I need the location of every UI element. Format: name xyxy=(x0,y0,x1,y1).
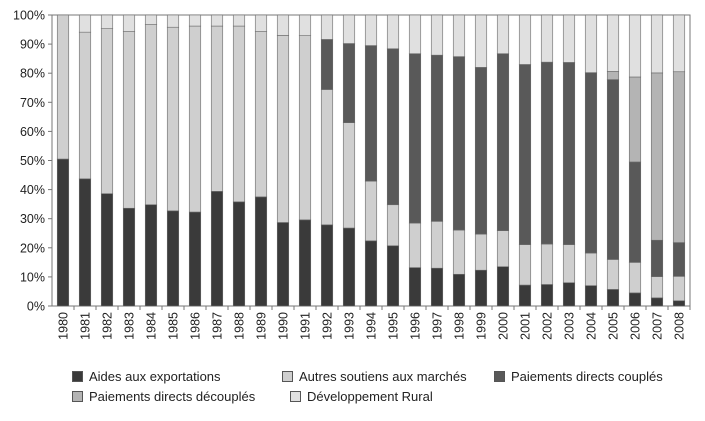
bar-segment-3 xyxy=(651,73,663,240)
legend-swatch xyxy=(282,371,293,382)
bar-segment-1 xyxy=(497,231,509,267)
bar-segment-1 xyxy=(365,181,377,241)
bar-segment-2 xyxy=(673,243,685,277)
bar-segment-1 xyxy=(387,205,399,246)
bar-segment-4 xyxy=(629,15,641,77)
bar-segment-2 xyxy=(585,73,597,253)
legend-item-developpement-rural xyxy=(290,389,433,404)
bar-segment-1 xyxy=(475,234,487,270)
bar-segment-0 xyxy=(79,179,91,306)
bar-segment-1 xyxy=(277,35,289,222)
bar-segment-1 xyxy=(145,25,157,205)
y-tick-label: 70% xyxy=(19,95,45,110)
x-tick-label: 2002 xyxy=(540,312,555,340)
y-tick-label: 20% xyxy=(19,241,45,256)
bar-segment-0 xyxy=(255,197,267,306)
legend-label: Paiements directs découplés xyxy=(89,388,256,404)
bar-segment-0 xyxy=(365,241,377,306)
legend-item-autres-soutiens xyxy=(282,369,494,384)
bar-segment-0 xyxy=(519,285,531,306)
bar-segment-2 xyxy=(607,80,619,260)
bar-segment-4 xyxy=(123,15,135,32)
x-tick-label: 2008 xyxy=(672,312,687,340)
bar-segment-2 xyxy=(387,49,399,205)
y-tick-label: 50% xyxy=(19,154,45,168)
bar-segment-2 xyxy=(321,39,333,89)
x-tick-label: 1996 xyxy=(408,312,423,340)
bar-segment-2 xyxy=(629,162,641,262)
legend-swatch xyxy=(72,371,83,382)
bar-segment-4 xyxy=(497,15,509,54)
bar-segment-4 xyxy=(541,15,553,62)
bar-segment-1 xyxy=(409,223,421,268)
bar-segment-4 xyxy=(277,15,289,35)
bar-segment-0 xyxy=(123,208,135,306)
bar-segment-1 xyxy=(629,262,641,293)
bar-segment-0 xyxy=(673,301,685,306)
bar-segment-0 xyxy=(387,246,399,306)
x-tick-label: 2004 xyxy=(584,312,599,340)
bar-segment-4 xyxy=(255,15,267,32)
bar-segment-4 xyxy=(299,15,311,36)
bar-segment-0 xyxy=(321,225,333,306)
legend-label: Développement Rural xyxy=(307,388,433,404)
bar-segment-0 xyxy=(541,284,553,306)
bar-segment-1 xyxy=(607,259,619,289)
bar-segment-0 xyxy=(629,293,641,306)
bar-segment-0 xyxy=(299,220,311,306)
bar-segment-1 xyxy=(167,27,179,211)
x-tick-label: 1999 xyxy=(474,312,489,340)
bar-segment-0 xyxy=(475,270,487,306)
x-tick-label: 2005 xyxy=(606,312,621,340)
bar-segment-1 xyxy=(585,253,597,286)
bar-segment-1 xyxy=(299,36,311,220)
bar-segment-4 xyxy=(409,15,421,54)
bar-segment-0 xyxy=(409,268,421,306)
bar-segment-0 xyxy=(607,289,619,306)
y-tick-label: 60% xyxy=(19,124,45,139)
bar-segment-2 xyxy=(563,62,575,244)
y-tick-label: 100% xyxy=(13,8,45,23)
bar-segment-2 xyxy=(651,240,663,276)
bar-segment-1 xyxy=(211,26,223,191)
bar-segment-2 xyxy=(365,46,377,182)
legend xyxy=(72,366,692,406)
bar-segment-0 xyxy=(167,211,179,306)
legend-row-1 xyxy=(72,366,692,386)
bar-segment-1 xyxy=(57,15,69,159)
plot-area xyxy=(13,9,690,340)
x-tick-label: 1993 xyxy=(342,312,357,340)
bar-segment-0 xyxy=(57,159,69,306)
x-tick-label: 1994 xyxy=(364,312,379,340)
bar-segment-1 xyxy=(563,245,575,283)
bar-segment-2 xyxy=(343,44,355,123)
bar-segment-2 xyxy=(431,55,443,221)
bar-segment-1 xyxy=(101,29,113,194)
bar-segment-4 xyxy=(563,15,575,62)
bar-segment-1 xyxy=(79,32,91,179)
bar-segment-2 xyxy=(497,54,509,231)
bar-segment-1 xyxy=(255,32,267,197)
y-tick-label: 30% xyxy=(19,212,45,227)
bar-segment-3 xyxy=(629,77,641,162)
bar-segment-4 xyxy=(431,15,443,55)
bar-segment-4 xyxy=(651,15,663,73)
bar-segment-0 xyxy=(101,194,113,306)
bar-segment-4 xyxy=(189,15,201,26)
bar-segment-4 xyxy=(343,15,355,44)
bar-segment-0 xyxy=(453,274,465,306)
x-tick-label: 1989 xyxy=(254,312,269,340)
legend-swatch xyxy=(72,391,83,402)
bar-segment-4 xyxy=(233,15,245,26)
legend-item-paiements-couples xyxy=(494,369,663,384)
x-tick-label: 1986 xyxy=(188,312,203,340)
x-tick-label: 1985 xyxy=(166,312,181,340)
y-tick-label: 40% xyxy=(19,183,45,198)
legend-label: Paiements directs couplés xyxy=(511,368,663,384)
x-tick-label: 1991 xyxy=(298,312,313,340)
legend-row-2 xyxy=(72,386,692,406)
bar-segment-0 xyxy=(431,268,443,306)
legend-item-paiements-decouples xyxy=(72,389,290,404)
x-tick-label: 1995 xyxy=(386,312,401,340)
y-tick-label: 80% xyxy=(19,66,45,81)
bar-segment-4 xyxy=(387,15,399,49)
bar-segment-0 xyxy=(277,222,289,306)
x-tick-label: 2000 xyxy=(496,312,511,340)
x-tick-label: 1997 xyxy=(430,312,445,340)
bar-segment-1 xyxy=(453,230,465,274)
bar-segment-4 xyxy=(453,15,465,57)
x-tick-label: 1980 xyxy=(56,312,71,340)
y-tick-label: 0% xyxy=(26,299,45,314)
bar-segment-1 xyxy=(519,245,531,285)
x-tick-label: 1998 xyxy=(452,312,467,340)
bar-segment-4 xyxy=(673,15,685,72)
bar-segment-0 xyxy=(189,212,201,306)
bar-segment-2 xyxy=(475,67,487,234)
y-tick-label: 90% xyxy=(19,37,45,52)
bar-segment-0 xyxy=(343,228,355,306)
bar-segment-1 xyxy=(233,26,245,202)
bar-segment-4 xyxy=(321,15,333,39)
legend-item-aides-exportations xyxy=(72,369,282,384)
bar-segment-4 xyxy=(607,15,619,71)
x-tick-label: 2006 xyxy=(628,312,643,340)
bar-segment-4 xyxy=(79,15,91,32)
y-tick-label: 10% xyxy=(19,270,45,285)
bar-segment-4 xyxy=(519,15,531,64)
x-tick-label: 1981 xyxy=(78,312,93,340)
bar-segment-1 xyxy=(541,244,553,284)
bar-segment-2 xyxy=(409,54,421,223)
bar-segment-1 xyxy=(189,26,201,212)
bar-segment-0 xyxy=(563,283,575,306)
bar-segment-2 xyxy=(519,64,531,244)
bar-segment-1 xyxy=(651,277,663,298)
x-tick-label: 2001 xyxy=(518,312,533,340)
bar-segment-4 xyxy=(365,15,377,46)
bar-segment-1 xyxy=(343,123,355,228)
bar-segment-3 xyxy=(673,72,685,243)
x-tick-label: 1992 xyxy=(320,312,335,340)
x-tick-label: 1990 xyxy=(276,312,291,340)
bar-segment-4 xyxy=(101,15,113,29)
legend-swatch xyxy=(290,391,301,402)
bar-segment-2 xyxy=(453,57,465,230)
x-tick-label: 1982 xyxy=(100,312,115,340)
bar-segment-3 xyxy=(607,71,619,79)
bar-segment-0 xyxy=(145,205,157,306)
bar-segment-4 xyxy=(167,15,179,27)
legend-label: Autres soutiens aux marchés xyxy=(299,368,467,384)
bar-segment-0 xyxy=(585,286,597,306)
bar-segment-0 xyxy=(497,267,509,306)
bar-segment-1 xyxy=(123,32,135,209)
bar-segment-4 xyxy=(211,15,223,26)
bar-segment-4 xyxy=(475,15,487,67)
x-tick-label: 2007 xyxy=(650,312,665,340)
bar-segment-2 xyxy=(541,62,553,244)
x-tick-label: 1983 xyxy=(122,312,137,340)
legend-label: Aides aux exportations xyxy=(89,368,221,384)
x-tick-label: 1987 xyxy=(210,312,225,340)
bar-segment-4 xyxy=(585,15,597,73)
x-tick-label: 2003 xyxy=(562,312,577,340)
bar-segment-1 xyxy=(431,221,443,268)
bar-segment-4 xyxy=(145,15,157,25)
legend-swatch xyxy=(494,371,505,382)
x-tick-label: 1984 xyxy=(144,312,159,340)
bar-segment-1 xyxy=(321,90,333,225)
bar-segment-0 xyxy=(211,191,223,306)
bar-segment-0 xyxy=(233,202,245,306)
bar-segment-0 xyxy=(651,298,663,306)
x-tick-label: 1988 xyxy=(232,312,247,340)
bar-segment-1 xyxy=(673,276,685,300)
